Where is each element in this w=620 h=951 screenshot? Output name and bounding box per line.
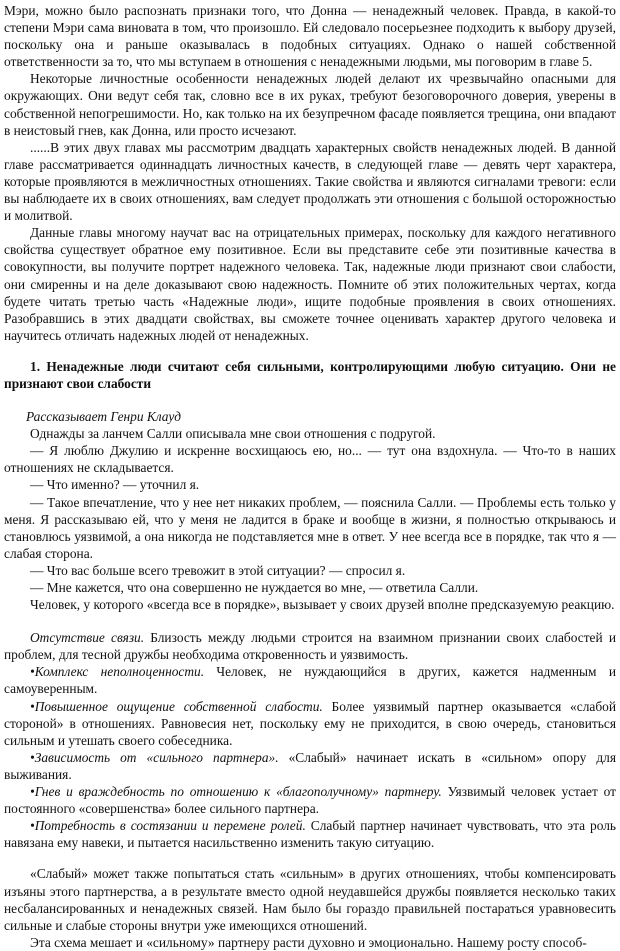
- point-text: Уязвимый человек устает от постоянного «совершенства» более сильного партнера.: [4, 784, 616, 817]
- point-term: •Комплекс неполноценности.: [30, 664, 205, 680]
- point-term: •Гнев и враждебность по отношению к «благополучному» партнеру.: [30, 784, 442, 800]
- point-text: «Слабый» начинает искать в «сильном» опору для выживания.: [4, 749, 616, 782]
- point-term: •Повышенное ощущение собственной слабости.: [30, 698, 323, 714]
- story-line: — Мне кажется, что она совершенно не нуждается во мне, — ответила Салли.: [30, 580, 479, 595]
- story-line: — Я люблю Джулию и искренне восхищаюсь ею, но... — тут она вздохнула. — Что-то в наших отношениях не складывается.: [4, 443, 616, 476]
- point-item: [4, 783, 616, 817]
- point-text: Слабый партнер начинает чувствовать, что эта роль навязана ему навеки, и пытается насильственно изменить такую ситуацию.: [4, 818, 616, 851]
- point-term: Отсутствие связи.: [30, 630, 145, 646]
- paragraph-closing: «Слабый» может также попытаться стать «сильным» в других отношениях, чтобы компенсировать изъяны этого партнерства, а в результате вместо одной неудавшейся дружбы появляется несколько таких несбалансированных и ненадежных связей. Нам было бы гораздо правильней постараться уравновесить сильные и слабые стороны внутри уже имеющихся отношений.: [4, 866, 616, 933]
- point-text: Более уязвимый партнер оказывается «слабой стороной» в отношениях. Равновесия нет, поскольку ему не приходится, в свою очередь, становиться сильным и утешать своего собеседника.: [4, 698, 616, 748]
- paragraph-lessons: Данные главы многому научат вас на отрицательных примерах, поскольку для каждого негативного свойства существует обратное ему позитивное. Если вы представите себе эти позитивные качества в совокупности, вы получите портрет надежного человека. Так, надежные люди признают свои слабости, они смиренны и на деле доказывают свою надежность. Помните об этих положительных чертах, когда будете читать третью часть «Надежные люди», ищите подобные проявления в своих отношениях. Разобравшись в этих двадцати свойствах, вы сможете точнее оценивать характер другого человека и научитесь отличать надежных людей от ненадежных.: [4, 225, 616, 343]
- point-text: Близость между людьми строится на взаимном признании своих слабостей и проблем, для тесной дружбы необходима откровенность и уязвимость.: [4, 630, 616, 663]
- story-line: Человек, у которого «всегда все в порядке», вызывает у своих друзей вполне предсказуемую реакцию.: [30, 597, 615, 613]
- paragraph-closing-last: Эта схема мешает и «сильному» партнеру расти духовно и эмоционально. Нашему росту способ-: [30, 934, 587, 950]
- point-term: •Зависимость от «сильного партнера».: [30, 749, 279, 765]
- story-line: — Что именно? — уточнил я.: [30, 477, 200, 493]
- point-item: [4, 749, 616, 783]
- point-text: Человек, не нуждающийся в других, кажется надменным и самоуверенным.: [4, 664, 616, 697]
- paragraph-intro: Мэри, можно было распознать признаки того, что Донна — ненадежный человек. Правда, в какой-то степени Мэри сама виновата в том, что произошло. Ей следовало посерьезнее подходить к выбору друзей, поскольку она и раньше оказывалась в подобных ситуациях. Однако о нашей собственной ответственности за то, что мы вступаем в отношения с ненадежными людьми, мы поговорим в главе 5.: [4, 3, 616, 70]
- story-line: — Такое впечатление, что у нее нет никаких проблем, — пояснила Салли. — Проблемы есть только у меня. Я рассказываю ей, что у меня не ладится в браке и вообще в жизни, я полностью открываюсь и становлюсь уязвимой, а она никогда не подставляется мне в ответ. У нее всегда все в порядке, так что я — слабая сторона.: [4, 494, 616, 561]
- point-item: [4, 663, 616, 697]
- paragraph-chapters: ......В этих двух главах мы рассмотрим двадцать характерных свойств ненадежных людей. В данной главе рассматривается одиннадцать личностных качеств, в следующей главе — девять черт характера, которые проявляются в межличностных отношениях. Такие свойства и являются сигналами тревоги: если вы наблюдаете их в своих отношениях, вам следует продолжать эти отношения с большой осторожностью и молитвой.: [4, 139, 616, 224]
- paragraph-personality: Некоторые личностные особенности ненадежных людей делают их чрезвычайно опасными для окружающих. Они ведут себя так, словно все в их руках, требуют безоговорочного доверия, уверены в собственной непогрешимости. Но, как только на их безупречном фасаде появляется трещина, они впадают в неистовый гнев, как Донна, или просто исчезают.: [4, 71, 616, 138]
- point-term: •Потребность в состязании и перемене ролей.: [30, 818, 306, 834]
- point-item: [4, 817, 616, 851]
- story-byline: Рассказывает Генри Клауд: [26, 409, 182, 425]
- point-item: [4, 629, 616, 663]
- point-item: [4, 698, 616, 749]
- section-heading: 1. Ненадежные люди считают себя сильными, контролирующими любую ситуацию. Они не признают свои слабости: [4, 358, 616, 391]
- story-line: Однажды за ланчем Салли описывала мне свои отношения с подругой.: [30, 426, 436, 442]
- story-line: — Что вас больше всего тревожит в этой ситуации? — спросил я.: [30, 562, 406, 578]
